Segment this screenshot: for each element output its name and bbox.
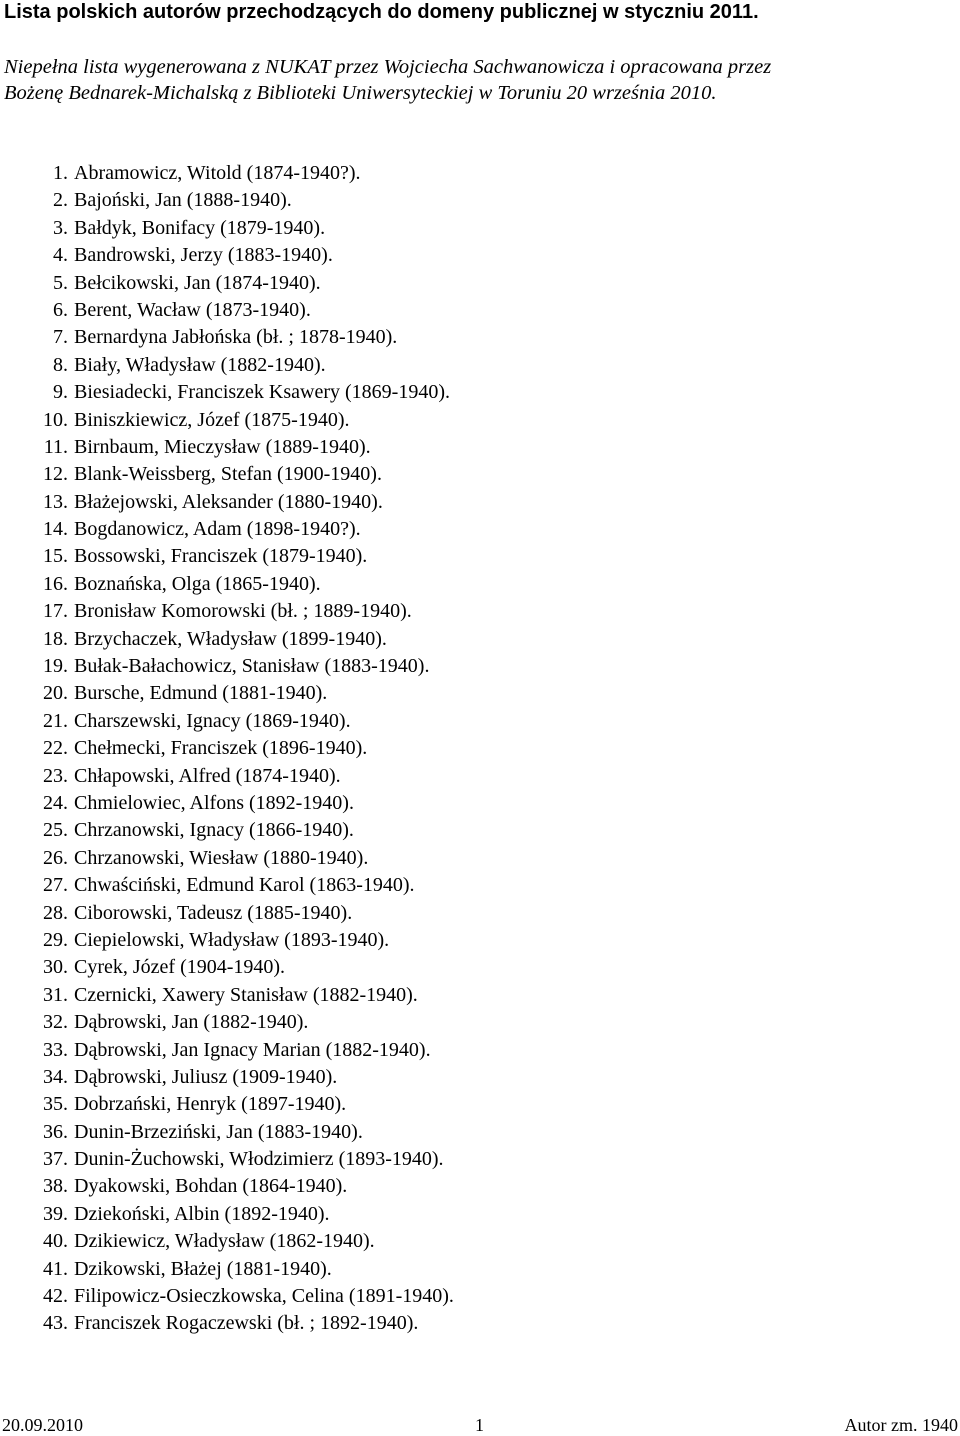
item-number: 28. bbox=[43, 901, 68, 924]
item-text: Dzikiewicz, Władysław (1862-1940). bbox=[74, 1230, 375, 1253]
page-footer bbox=[0, 1415, 960, 1435]
item-text: Bogdanowicz, Adam (1898-1940?). bbox=[74, 518, 361, 541]
item-text: Berent, Wacław (1873-1940). bbox=[74, 298, 311, 321]
item-number: 24. bbox=[43, 791, 68, 814]
item-text: Czernicki, Xawery Stanisław (1882-1940). bbox=[74, 983, 418, 1006]
item-text: Dąbrowski, Juliusz (1909-1940). bbox=[74, 1065, 338, 1088]
item-text: Bełcikowski, Jan (1874-1940). bbox=[74, 271, 321, 294]
item-text: Dzikowski, Błażej (1881-1940). bbox=[74, 1257, 332, 1280]
item-number: 12. bbox=[43, 463, 68, 486]
item-text: Bajoński, Jan (1888-1940). bbox=[74, 189, 292, 212]
item-number: 33. bbox=[43, 1038, 68, 1061]
item-number: 4. bbox=[53, 244, 68, 267]
item-text: Bossowski, Franciszek (1879-1940). bbox=[74, 545, 368, 568]
item-number: 43. bbox=[43, 1312, 68, 1335]
item-number: 22. bbox=[43, 737, 68, 760]
item-number: 31. bbox=[43, 983, 68, 1006]
item-text: Blank-Weissberg, Stefan (1900-1940). bbox=[74, 463, 382, 486]
item-text: Birnbaum, Mieczysław (1889-1940). bbox=[74, 435, 371, 458]
item-text: Filipowicz-Osieczkowska, Celina (1891-1940). bbox=[74, 1285, 454, 1308]
item-text: Bandrowski, Jerzy (1883-1940). bbox=[74, 244, 333, 267]
footer-page-number: 1 bbox=[475, 1415, 484, 1435]
item-number: 9. bbox=[53, 381, 68, 404]
item-number: 11. bbox=[43, 435, 68, 458]
item-number: 30. bbox=[43, 956, 68, 979]
item-number: 34. bbox=[43, 1065, 68, 1088]
item-number: 35. bbox=[43, 1093, 68, 1116]
item-number: 40. bbox=[43, 1230, 68, 1253]
item-text: Dunin-Brzeziński, Jan (1883-1940). bbox=[74, 1120, 363, 1143]
item-number: 39. bbox=[43, 1202, 68, 1225]
item-text: Brzychaczek, Władysław (1899-1940). bbox=[74, 627, 387, 650]
item-number: 21. bbox=[43, 709, 68, 732]
item-text: Chrzanowski, Wiesław (1880-1940). bbox=[74, 846, 369, 869]
item-text: Ciborowski, Tadeusz (1885-1940). bbox=[74, 901, 353, 924]
item-number: 27. bbox=[43, 874, 68, 897]
document-title: Lista polskich autorów przechodzących do domeny publicznej w styczniu 2011. bbox=[4, 1, 759, 23]
item-number: 13. bbox=[43, 490, 68, 513]
item-text: Bernardyna Jabłońska (bł. ; 1878-1940). bbox=[74, 326, 398, 349]
item-number: 8. bbox=[53, 353, 68, 376]
footer-date: 20.09.2010 bbox=[2, 1415, 83, 1435]
item-number: 41. bbox=[43, 1257, 68, 1280]
item-number: 18. bbox=[43, 627, 68, 650]
item-text: Bułak-Bałachowicz, Stanisław (1883-1940). bbox=[74, 655, 430, 678]
item-number: 23. bbox=[43, 764, 68, 787]
item-text: Ciepielowski, Władysław (1893-1940). bbox=[74, 928, 390, 951]
item-number: 3. bbox=[53, 216, 68, 239]
document-subtitle bbox=[4, 54, 954, 106]
item-text: Boznańska, Olga (1865-1940). bbox=[74, 572, 321, 595]
item-text: Biniszkiewicz, Józef (1875-1940). bbox=[74, 408, 350, 431]
item-text: Chmielowiec, Alfons (1892-1940). bbox=[74, 791, 354, 814]
item-text: Chwaściński, Edmund Karol (1863-1940). bbox=[74, 874, 415, 897]
item-text: Dyakowski, Bohdan (1864-1940). bbox=[74, 1175, 348, 1198]
item-number: 25. bbox=[43, 819, 68, 842]
footer-author-note: Autor zm. 1940 bbox=[844, 1415, 958, 1435]
item-text: Dobrzański, Henryk (1897-1940). bbox=[74, 1093, 347, 1116]
item-text: Cyrek, Józef (1904-1940). bbox=[74, 956, 286, 979]
subtitle-line: Niepełna lista wygenerowana z NUKAT przez Wojciecha Sachwanowicza i opracowana przez bbox=[4, 56, 772, 78]
item-text: Błażejowski, Aleksander (1880-1940). bbox=[74, 490, 383, 513]
item-number: 1. bbox=[53, 162, 68, 184]
item-number: 15. bbox=[43, 545, 68, 568]
item-text: Dąbrowski, Jan (1882-1940). bbox=[74, 1011, 309, 1034]
item-number: 36. bbox=[43, 1120, 68, 1143]
item-text: Dunin-Żuchowski, Włodzimierz (1893-1940). bbox=[74, 1148, 444, 1171]
item-text: Dziekoński, Albin (1892-1940). bbox=[74, 1202, 330, 1225]
item-text: Dąbrowski, Jan Ignacy Marian (1882-1940). bbox=[74, 1038, 431, 1061]
subtitle-line: Bożenę Bednarek-Michalską z Biblioteki Uniwersyteckiej w Toruniu 20 września 2010. bbox=[4, 82, 717, 104]
item-text: Bałdyk, Bonifacy (1879-1940). bbox=[74, 216, 326, 239]
item-text: Bronisław Komorowski (bł. ; 1889-1940). bbox=[74, 600, 412, 623]
item-number: 7. bbox=[53, 326, 68, 349]
item-text: Chłapowski, Alfred (1874-1940). bbox=[74, 764, 341, 787]
item-number: 10. bbox=[43, 408, 68, 431]
item-number: 20. bbox=[43, 682, 68, 705]
item-text: Biesiadecki, Franciszek Ksawery (1869-1940). bbox=[74, 381, 450, 404]
item-number: 19. bbox=[43, 655, 68, 678]
item-number: 37. bbox=[43, 1148, 68, 1171]
item-number: 42. bbox=[43, 1285, 68, 1308]
item-text: Chrzanowski, Ignacy (1866-1940). bbox=[74, 819, 354, 842]
item-number: 29. bbox=[43, 928, 68, 951]
item-number: 5. bbox=[53, 271, 68, 294]
item-number: 6. bbox=[53, 298, 68, 321]
item-text: Chełmecki, Franciszek (1896-1940). bbox=[74, 737, 368, 760]
item-number: 2. bbox=[53, 189, 68, 212]
item-number: 16. bbox=[43, 572, 68, 595]
item-text: Biały, Władysław (1882-1940). bbox=[74, 353, 326, 376]
item-number: 14. bbox=[43, 518, 68, 541]
item-number: 26. bbox=[43, 846, 68, 869]
item-text: Bursche, Edmund (1881-1940). bbox=[74, 682, 328, 705]
item-text: Abramowicz, Witold (1874-1940?). bbox=[74, 162, 361, 184]
item-text: Charszewski, Ignacy (1869-1940). bbox=[74, 709, 351, 732]
item-number: 17. bbox=[43, 600, 68, 623]
item-number: 38. bbox=[43, 1175, 68, 1198]
item-number: 32. bbox=[43, 1011, 68, 1034]
item-text: Franciszek Rogaczewski (bł. ; 1892-1940). bbox=[74, 1312, 419, 1335]
